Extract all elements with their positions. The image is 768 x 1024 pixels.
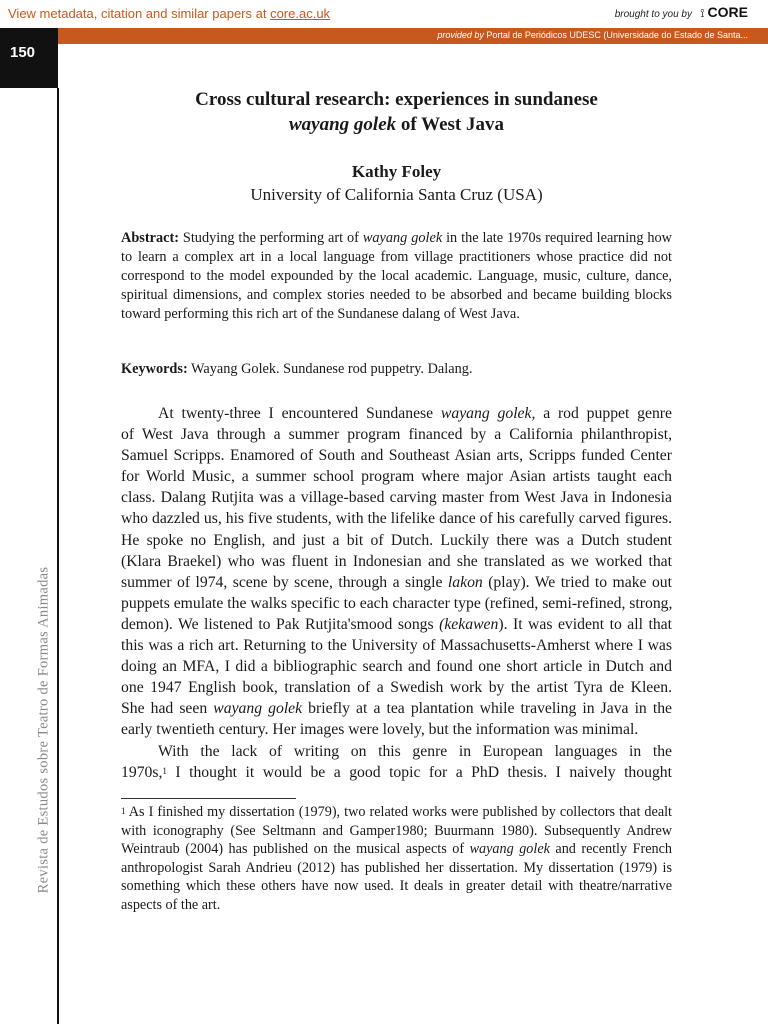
body-line: [121, 614, 672, 635]
abstract-italic: wayang golek: [362, 230, 443, 246]
core-logo-text: CORE: [707, 4, 748, 20]
core-site-link[interactable]: core.ac.uk: [270, 6, 331, 21]
footnote-ref[interactable]: 1: [162, 765, 167, 776]
italic-run: lakon: [447, 573, 483, 591]
article-title-line-2: [121, 112, 672, 137]
body-line: class. Dalang Rutjita was a village-based carving master from West Java in Indonesia: [121, 489, 672, 507]
provider-name: Portal de Periódicos UDESC (Universidade do Estado de Santa...: [486, 30, 748, 40]
journal-title-vertical: Revista de Estudos sobre Teatro de Formas Animadas: [35, 566, 52, 894]
text-run: summer of l974, scene by scene, through a single: [121, 573, 448, 591]
provider-bar: [58, 28, 768, 44]
title-italic: wayang golek: [289, 114, 397, 135]
text-run: (play). We tried to make out: [482, 573, 672, 591]
text-run: She had seen: [121, 700, 214, 718]
author-name: Kathy Foley: [351, 162, 442, 181]
text-run: a rod puppet genre: [535, 405, 672, 422]
body-line: [121, 762, 672, 783]
provider-text[interactable]: [437, 30, 748, 40]
text-run: demon). We listened to Pak Rutjita'smood songs: [121, 615, 440, 633]
core-link-prefix: View metadata, citation and similar papers at: [8, 6, 271, 21]
core-logo[interactable]: [700, 4, 748, 21]
author-affiliation: University of California Santa Cruz (USA): [250, 185, 543, 204]
text-run: 1970s,: [121, 763, 163, 781]
page-number-tab: [0, 28, 58, 88]
body-line: this was a rich art. Returning to the University of Massachusetts-Amherst where I was: [121, 637, 672, 655]
abstract-text-b: in the late 1970s required learning how to learn a complex art in a local language from village practitioners whose practice did not correspond to the model expounded by the local academic. Language, music, culture, dance, spiritual dimensions, and complex stories needed to be absorbed and became building blocks toward performing this rich art of the Sundanese dalang of West Java.: [121, 230, 672, 322]
text-run: briefly at a tea plantation while traveling in Java in the: [302, 700, 673, 718]
title-rest: of West Java: [396, 114, 504, 135]
body-line: With the lack of writing on this genre in European languages in the: [158, 742, 672, 760]
text-run: At twenty-three I encountered Sundanese: [158, 405, 441, 422]
body-line: Samuel Scripps. Enamored of South and Southeast Asian arts, Scripps funded Center: [121, 447, 672, 465]
body-line: one 1947 English book, translation of a Swedish work by the artist Tyra de Kleen.: [121, 679, 672, 697]
margin-rule: [57, 88, 59, 1024]
body-line: [121, 698, 672, 719]
brought-by-text: brought to you by: [614, 9, 692, 20]
body-line: of West Java through a summer program financed by a California philanthropist,: [121, 426, 672, 444]
abstract-text-a: Studying the performing art of: [178, 230, 363, 246]
body-line: (Klara Braekel) who was fluent in Indonesian and she translated as we worked that: [121, 552, 672, 570]
footnote-italic: wayang golek: [469, 841, 550, 858]
body-line: early twentieth century. Her images were lovely, but the information was minimal.: [121, 721, 639, 739]
body-line: for World Music, a summer school program where major Asian artists taught each: [121, 468, 672, 486]
footnote-text-a: As I finished my dissertation (1979), two related works were published by collectors that dealt with iconography (See Seltmann and Gamper1980; Buurmann 1980). Subsequently Andrew Weintraub (2004) has published on the musical aspects of: [121, 804, 672, 858]
body-text: [121, 403, 672, 783]
text-run: I thought it would be a good topic for a PhD thesis. I naively thought: [166, 763, 672, 781]
text-run: ). It was evident to all that: [498, 615, 672, 633]
keywords: [121, 360, 672, 379]
italic-run: wayang golek: [213, 700, 303, 718]
keywords-label: Keywords:: [121, 361, 188, 377]
body-line: doing an MFA, I did a bibliographic search and found one short article in Dutch and: [121, 658, 672, 676]
core-banner: [0, 0, 768, 29]
core-logo-icon: ⟟: [700, 6, 705, 20]
italic-run: wayang golek,: [440, 405, 536, 422]
body-line: [121, 403, 672, 424]
keywords-text: Wayang Golek. Sundanese rod puppetry. Dalang.: [187, 361, 473, 377]
body-line: who dazzled us, his five students, with the lifelike dance of his carefully carved figures.: [121, 510, 672, 528]
body-line: He spoke no English, and just a bit of Dutch. Luckily there was a Dutch student: [121, 531, 672, 549]
italic-run: (kekawen: [439, 615, 499, 633]
page-number: 150: [10, 44, 36, 61]
article-title-line-1: Cross cultural research: experiences in sundanese: [195, 89, 598, 110]
footnote: [121, 803, 672, 915]
provided-by-label: provided by: [437, 30, 484, 40]
abstract: [121, 229, 672, 324]
footnote-text-b: and recently French anthropologist Sarah Andrieu (2012) has published her dissertation. My dissertation (1979) is something which these others have now used. It deals in greater detail with theatre/narrative aspects of the art.: [121, 841, 672, 913]
core-metadata-link[interactable]: [8, 6, 330, 21]
footnote-mark: 1: [121, 806, 126, 816]
body-line: puppets emulate the walks specific to each character type (refined, semi-refined, strong,: [121, 594, 673, 612]
footnote-rule: [121, 798, 296, 799]
body-line: [121, 572, 672, 593]
abstract-label: Abstract:: [121, 230, 179, 246]
